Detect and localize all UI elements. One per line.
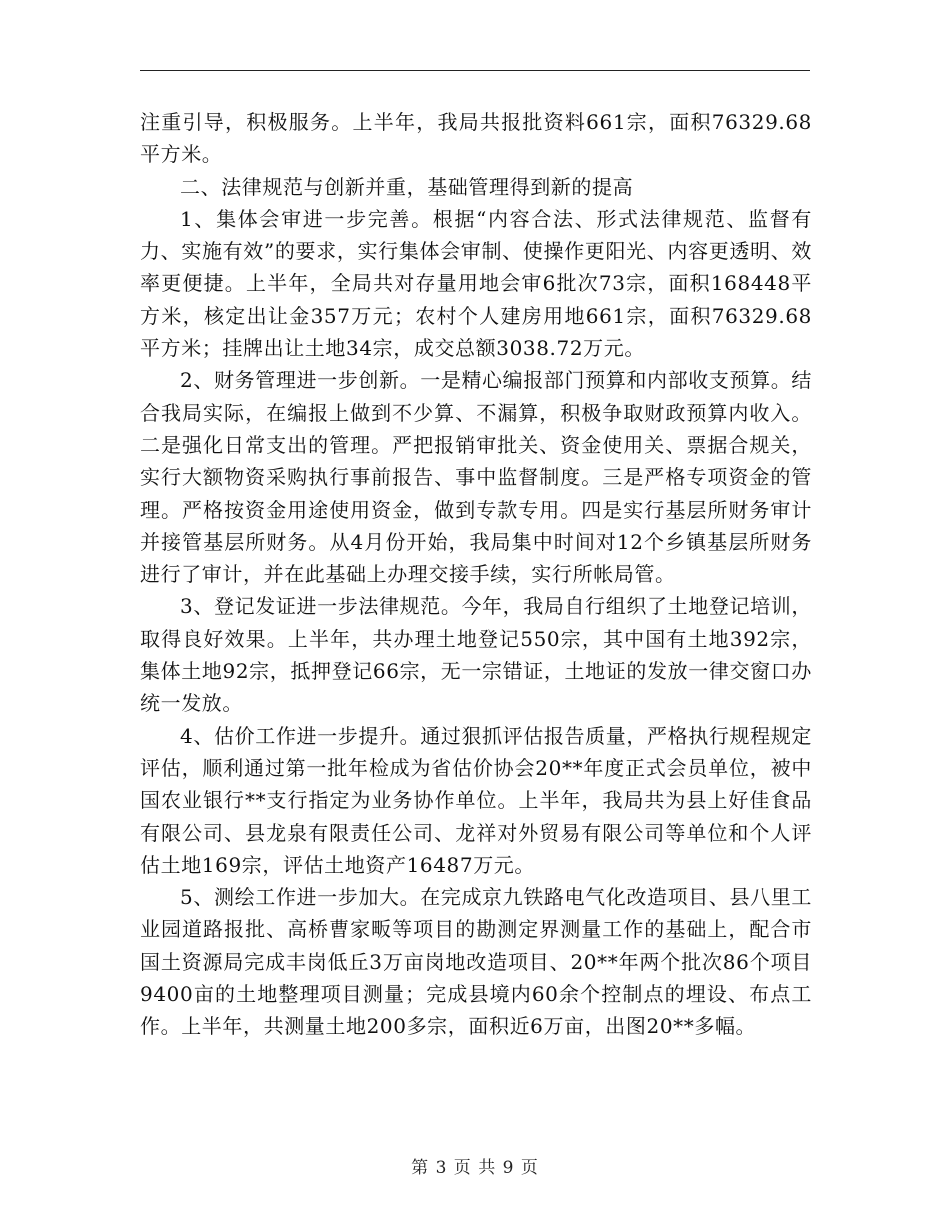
header-rule xyxy=(140,70,810,71)
paragraph-continuation: 注重引导，积极服务。上半年，我局共报批资料661宗，面积76329.68平方米。 xyxy=(140,110,812,167)
paragraph-surveying: 5、测绘工作进一步加大。在完成京九铁路电气化改造项目、县八里工业园道路报批、高桥曹家畈等项目的勘测定界测量工作的基础上，配合市国土资源局完成丰岗低丘3万亩岗地改造项目、20**年两个批次86个项目9400亩的土地整理项目测量；完成县境内60余个控制点的埋设、布点工作。上半年，共测量土地200多宗，面积近6万亩，出图20**多幅。 xyxy=(140,885,812,1039)
paragraph-collective-review: 1、集体会审进一步完善。根据“内容合法、形式法律规范、监督有力、实施有效”的要求，实行集体会审制、使操作更阳光、内容更透明、效率更便捷。上半年，全局共对存量用地会审6批次73宗，面积168448平方米，核定出让金357万元；农村个人建房用地661宗，面积76329.68平方米；挂牌出让土地34宗，成交总额3038.72万元。 xyxy=(140,206,812,361)
page-number: 第 3 页 共 9 页 xyxy=(411,1158,539,1178)
document-body xyxy=(140,106,812,1043)
section-heading: 二、法律规范与创新并重，基础管理得到新的提高 xyxy=(180,174,634,199)
paragraph-financial-management: 2、财务管理进一步创新。一是精心编报部门预算和内部收支预算。结合我局实际，在编报上做到不少算、不漏算，积极争取财政预算内收入。二是强化日常支出的管理。严把报销审批关、资金使用关、票据合规关，实行大额物资采购执行事前报告、事中监督制度。三是严格专项资金的管理。严格按资金用途使用资金，做到专款专用。四是实行基层所财务审计并接管基层所财务。从4月份开始，我局集中时间对12个乡镇基层所财务进行了审计，并在此基础上办理交接手续，实行所帐局管。 xyxy=(140,368,812,587)
paragraph-registration: 3、登记发证进一步法律规范。今年，我局自行组织了土地登记培训，取得良好效果。上半年，共办理土地登记550宗，其中国有土地392宗，集体土地92宗，抵押登记66宗，无一宗错证，土地证的发放一律交窗口办统一发放。 xyxy=(140,594,812,716)
paragraph-valuation: 4、估价工作进一步提升。通过狠抓评估报告质量，严格执行规程规定评估，顺利通过第一批年检成为省估价协会20**年度正式会员单位，被中国农业银行**支行指定为业务协作单位。上半年，我局共为县上好佳食品有限公司、县龙泉有限责任公司、龙祥对外贸易有限公司等单位和个人评估土地169宗，评估土地资产16487万元。 xyxy=(140,723,812,877)
